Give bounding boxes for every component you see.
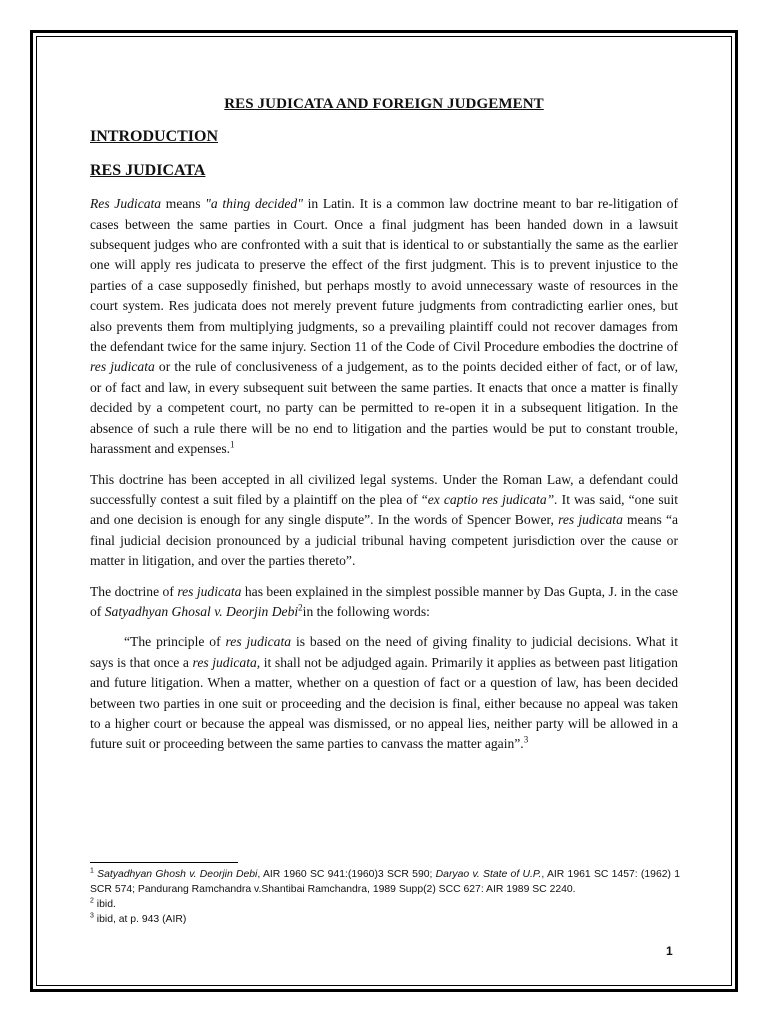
text-run: This doctrine has been accepted in all civilized legal systems. Under the Roman Law, a defendant could successfully contest a suit filed by a plaintiff on the plea of “ <box>90 471 678 507</box>
text-run: in Latin. It is a common law doctrine meant to bar re-litigation of cases between the same parties in Court. Once a final judgment has been handed down in a lawsuit subsequent judges who are confronted with a suit that is identical to or substantially the same as the earlier one will apply res judicata to preserve the effect of the first judgment. This is to prevent injustice to the parties of a case supposedly finished, but perhaps mostly to avoid unnecessary waste of resources in the court system. Res judicata does not merely prevent future judgments from contradicting earlier ones, but also prevents them from multiplying judgments, so a prevailing plaintiff could not recover damages from the defendant twice for the same injury. Section 11 of the Code of Civil Procedure embodies the doctrine of <box>90 196 679 355</box>
text-run: is based on the need of giving finality to judicial decisions. What it says is that once a <box>90 634 678 670</box>
text-run: in the following words: <box>302 603 430 619</box>
term-res-judicata: res judicata, <box>192 654 261 670</box>
footnote-separator <box>90 862 238 863</box>
text-run: It was said, “one suit and one decision is enough for any single dispute”. In the words of Spencer Bower, <box>90 491 678 528</box>
term-res-judicata: Res Judicata <box>90 196 162 212</box>
citation-text: , AIR 1961 SC 1457: (1962) 1 SCR 574; Pandurang Ramchandra v.Shantibai Ramchandra, 1989 Supp(2) SCC 627: AIR 1989 SC 2240. <box>90 869 681 895</box>
page-number: 1 <box>666 944 673 958</box>
text-run: The doctrine of <box>90 583 178 599</box>
text-run: it shall not be adjudged again. Primarily it applies as between past litigation and future litigation. When a matter, whether on a question of fact or a question of law, has been decided between two parties in one suit or proceeding and the decision is final, either because no appeal was taken to a higher court or because the appeal was dismissed, or no appeal lies, neither party will be allowed in a future suit or proceeding between the same parties to canvass the matter again”. <box>90 654 678 752</box>
term-res-judicata: res judicata <box>177 583 242 599</box>
case-name: Satyadhyan Ghosh v. Deorjin Debi <box>93 869 258 880</box>
latin-translation: "a thing decided" <box>205 196 303 212</box>
footnote-2 <box>90 897 680 912</box>
paragraph-civilized-systems <box>90 470 678 572</box>
document-body <box>90 94 678 765</box>
section-heading-res-judicata: RES JUDICATA <box>90 161 206 179</box>
document-title: RES JUDICATA AND FOREIGN JUDGEMENT <box>224 96 544 112</box>
footnote-number: 3 <box>90 912 94 920</box>
citation-text: , AIR 1960 SC 941:(1960)3 SCR 590; <box>257 869 436 880</box>
case-name: Satyadhyan Ghosal v. Deorjin Debi <box>104 603 299 619</box>
text-run: or the rule of conclusiveness of a judgement, as to the points decided either of fact, or of law, or of fact and law, in every subsequent suit between the same parties. It enacts that once a matter is finally decided by a competent court, no party can be permitted to re-open it in a subsequent litigation. In the absence of such a rule there will be no end to litigation and the parties would be put to constant trouble, harassment and expenses. <box>90 359 679 457</box>
section-heading-introduction: INTRODUCTION <box>90 128 219 146</box>
footnote-ref-3[interactable]: 3 <box>523 734 529 745</box>
footnote-3 <box>90 912 680 927</box>
term-res-judicata: res judicata <box>90 359 155 375</box>
term-res-judicata: res judicata <box>558 512 623 528</box>
text-run: means “a final judicial decision pronounced by a judicial tribunal having competent jurisdiction over the cause or matter in litigation, and over the parties thereto”. <box>90 512 679 569</box>
footnotes <box>90 862 680 927</box>
footnote-ref-1[interactable]: 1 <box>230 439 235 450</box>
text-run: has been explained in the simplest possible manner by Das Gupta, J. in the case of <box>90 583 679 619</box>
footnote-ref-2[interactable]: 2 <box>298 602 303 613</box>
term-res-judicata: res judicata <box>225 634 292 650</box>
case-name: Daryao v. State of U.P. <box>435 869 542 880</box>
footnote-number: 2 <box>90 897 94 905</box>
paragraph-das-gupta <box>90 582 678 623</box>
term-ex-captio: ex captio res judicata”. <box>427 491 558 507</box>
citation-text: ibid. <box>93 899 116 910</box>
paragraph-quotation <box>90 632 678 754</box>
text-run: “The principle of <box>124 634 226 650</box>
footnote-1 <box>90 867 680 897</box>
footnote-number: 1 <box>90 867 94 875</box>
citation-text: ibid, at p. 943 (AIR) <box>93 914 187 925</box>
paragraph-definition <box>90 194 678 459</box>
text-run: means <box>161 196 206 212</box>
